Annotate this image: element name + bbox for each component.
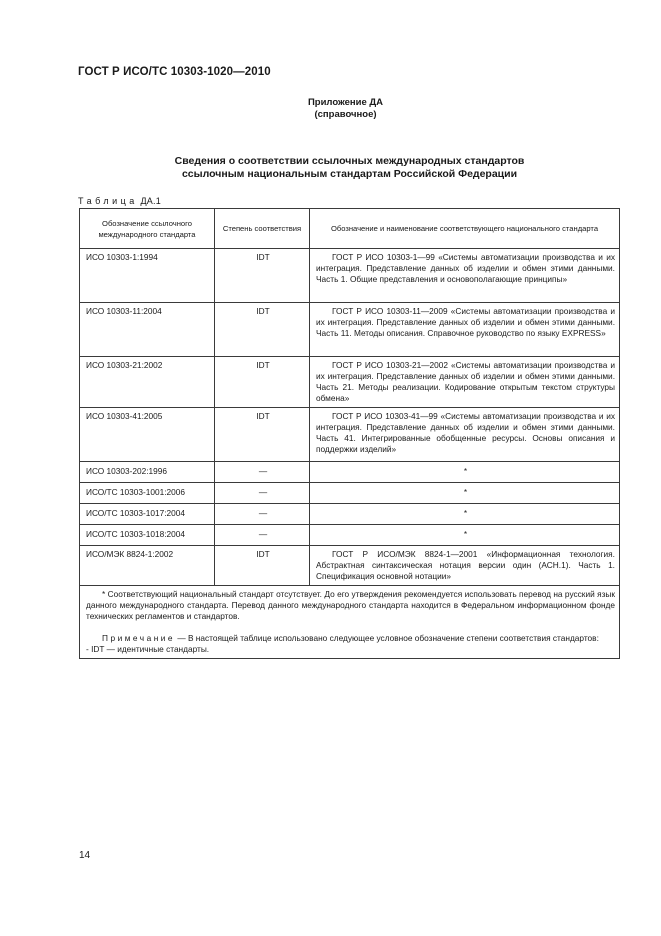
row-degree: — bbox=[215, 462, 310, 483]
appendix-title: Приложение ДА bbox=[307, 97, 384, 108]
table-label-word: Таблица bbox=[78, 196, 138, 206]
table-row bbox=[80, 249, 620, 303]
note-item: - IDT — идентичные стандарты. bbox=[86, 644, 210, 654]
document-code-header: ГОСТ Р ИСО/ТС 10303-1020—2010 bbox=[78, 66, 271, 78]
table-footnote-row bbox=[80, 586, 620, 659]
section-title-line-2: ссылочным национальным стандартам Российской Федерации bbox=[181, 168, 518, 180]
row-description: * bbox=[310, 525, 620, 546]
row-code: ИСО 10303-21:2002 bbox=[80, 357, 215, 408]
header-degree: Степень соответствия bbox=[215, 209, 310, 249]
row-degree: — bbox=[215, 504, 310, 525]
row-description: * bbox=[310, 504, 620, 525]
row-description: ГОСТ Р ИСО/МЭК 8824-1—2001 «Информационная технология. Абстрактная синтаксическая нотация версии один (АСН.1). Часть 1. Спецификация основной нотации» bbox=[310, 546, 620, 586]
row-description: * bbox=[310, 483, 620, 504]
row-code: ИСО 10303-1:1994 bbox=[80, 249, 215, 303]
row-code: ИСО/ТС 10303-1017:2004 bbox=[80, 504, 215, 525]
row-degree: IDT bbox=[215, 408, 310, 462]
table-row bbox=[80, 525, 620, 546]
row-code: ИСО/ТС 10303-1001:2006 bbox=[80, 483, 215, 504]
header-national-standard: Обозначение и наименование соответствующего национального стандарта bbox=[310, 209, 620, 249]
page-number: 14 bbox=[79, 850, 91, 861]
row-degree: — bbox=[215, 525, 310, 546]
table-footnote bbox=[80, 586, 620, 659]
row-description: ГОСТ Р ИСО 10303-11—2009 «Системы автоматизации производства и их интеграция. Представление данных об изделии и обмен этими данными. Часть 11. Методы описания. Справочное руководство по языку EXPRESS» bbox=[310, 303, 620, 357]
row-code: ИСО 10303-202:1996 bbox=[80, 462, 215, 483]
section-title-line-1: Сведения о соответствии ссылочных международных стандартов bbox=[174, 155, 525, 167]
note-paragraph bbox=[86, 633, 615, 644]
table-label bbox=[78, 196, 161, 206]
row-description: ГОСТ Р ИСО 10303-41—99 «Системы автоматизации производства и их интеграция. Представление данных об изделии и обмен этими данными. Часть 41. Интегрированные обобщенные ресурсы. Основы описания и поддержки изделий» bbox=[310, 408, 620, 462]
row-code: ИСО/МЭК 8824-1:2002 bbox=[80, 546, 215, 586]
appendix-heading bbox=[0, 97, 661, 121]
table-row bbox=[80, 462, 620, 483]
row-degree: — bbox=[215, 483, 310, 504]
row-degree: IDT bbox=[215, 357, 310, 408]
row-description: ГОСТ Р ИСО 10303-1—99 «Системы автоматизации производства и их интеграция. Представление данных об изделии и обмен этими данными. Часть 1. Общие представления и основополагающие принципы» bbox=[310, 249, 620, 303]
table-label-number: ДА.1 bbox=[140, 196, 161, 206]
row-description: ГОСТ Р ИСО 10303-21—2002 «Системы автоматизации производства и их интеграция. Представление данных об изделии и обмен этими данными. Часть 21. Методы реализации. Кодирование открытым текстом структуры обмена» bbox=[310, 357, 620, 408]
table-row bbox=[80, 546, 620, 586]
row-degree: IDT bbox=[215, 546, 310, 586]
table-row bbox=[80, 483, 620, 504]
row-description: * bbox=[310, 462, 620, 483]
row-code: ИСО/ТС 10303-1018:2004 bbox=[80, 525, 215, 546]
table-header-row bbox=[80, 209, 620, 249]
section-title bbox=[0, 155, 661, 181]
table-row bbox=[80, 303, 620, 357]
row-degree: IDT bbox=[215, 249, 310, 303]
footnote-text: * Соответствующий национальный стандарт отсутствует. До его утверждения рекомендуется использовать перевод на русский язык данного международного стандарта. Перевод данного международного стандарта находится в Федеральном информационном фонде технических регламентов и стандартов. bbox=[86, 589, 615, 621]
table-row bbox=[80, 357, 620, 408]
appendix-subtitle: (справочное) bbox=[314, 109, 377, 120]
row-degree: IDT bbox=[215, 303, 310, 357]
note-text: — В настоящей таблице использовано следующее условное обозначение степени соответствия стандартов: bbox=[175, 633, 599, 643]
table-row bbox=[80, 408, 620, 462]
row-code: ИСО 10303-41:2005 bbox=[80, 408, 215, 462]
row-code: ИСО 10303-11:2004 bbox=[80, 303, 215, 357]
table-row bbox=[80, 504, 620, 525]
note-label: Примечание bbox=[102, 633, 176, 643]
correspondence-table bbox=[79, 208, 620, 659]
header-international-standard: Обозначение ссылочного международного стандарта bbox=[80, 209, 215, 249]
